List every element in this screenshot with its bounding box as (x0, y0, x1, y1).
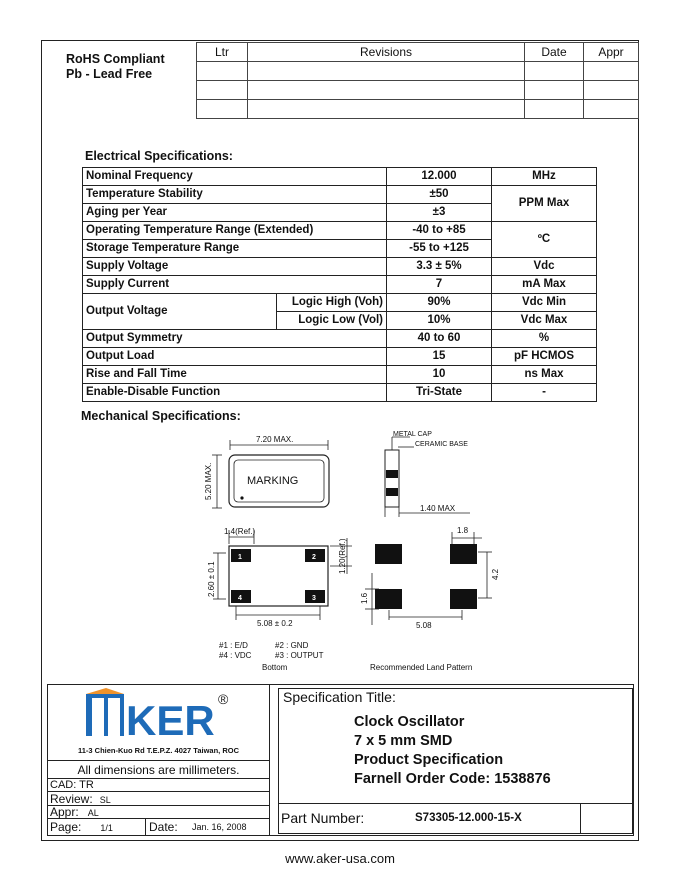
dim-pad-pitch-h: 5.08 ± 0.2 (257, 619, 293, 628)
table-row: Temperature Stability ±50 PPM Max (83, 186, 597, 204)
spec-title-text: Clock Oscillator 7 x 5 mm SMD Product Specification Farnell Order Code: 1538876 (354, 714, 551, 787)
pin-1-label: 1 (238, 554, 242, 561)
table-row: Enable-Disable Function Tri-State - (83, 384, 597, 402)
units-note: All dimensions are millimeters. (47, 760, 270, 779)
pin-note: #1 : E/D (219, 641, 248, 650)
rev-col-date: Date (525, 43, 584, 62)
table-row: Aging per Year ±3 (83, 204, 597, 222)
dim-land-h: 4.2 (491, 568, 500, 580)
rev-col-ltr: Ltr (197, 43, 248, 62)
part-number-box: Part Number: S73305-12.000-15-X (278, 804, 633, 834)
dim-pad-pitch-v: 2.60 ± 0.1 (207, 561, 216, 597)
rev-col-revisions: Revisions (248, 43, 525, 62)
aker-logo (78, 688, 238, 746)
part-number: S73305-12.000-15-X (415, 812, 522, 824)
spec-title-box: Specification Title: Clock Oscillator 7 x 5 mm SMD Product Specification Farnell Order Code: 1538876 (278, 688, 633, 804)
appr-row: Appr: AL (47, 805, 270, 819)
table-row: Supply Current 7 mA Max (83, 276, 597, 294)
dim-pad-height: 1.20(Ref.) (338, 538, 347, 574)
dim-top-width: 7.20 MAX. (256, 435, 294, 444)
table-row: Supply Voltage 3.3 ± 5% Vdc (83, 258, 597, 276)
dim-top-height: 5.20 MAX. (204, 462, 213, 500)
metal-cap-label: METAL CAP (393, 431, 432, 438)
page-row: Page: 1/1 Date: Jan. 16, 2008 (47, 818, 270, 836)
bottom-view-label: Bottom (262, 663, 288, 672)
table-row: Output Voltage Logic High (Voh) 90% Vdc Min (83, 294, 597, 312)
marking-label: MARKING (247, 475, 299, 487)
table-row: Output Symmetry 40 to 60 % (83, 330, 597, 348)
table-row: Nominal Frequency 12.000 MHz (83, 168, 597, 186)
mechanical-title: Mechanical Specifications: (81, 409, 241, 423)
dim-pad-width: 1.4(Ref.) (224, 527, 256, 536)
pin-2-label: 2 (312, 554, 316, 561)
pin-3-label: 3 (312, 595, 316, 602)
logo-registered: ® (218, 691, 229, 707)
footer-url: www.aker-usa.com (285, 851, 395, 866)
company-address: 11-3 Chien-Kuo Rd T.E.P.Z. 4027 Taiwan, ROC (77, 746, 239, 755)
table-row: Rise and Fall Time 10 ns Max (83, 366, 597, 384)
dim-land-pitch: 5.08 (416, 621, 432, 630)
cad-row: CAD: TR (47, 778, 270, 792)
dim-side-height: 1.40 MAX (420, 504, 456, 513)
pin-4-label: 4 (238, 595, 242, 602)
dim-land-pad-h: 1.6 (360, 592, 369, 604)
rev-col-appr: Appr (584, 43, 639, 62)
logo-text: KER (126, 697, 215, 744)
pin-note: #2 : GND (275, 641, 309, 650)
pin-note: #3 : OUTPUT (275, 651, 324, 660)
review-row: Review: SL (47, 791, 270, 806)
table-row: Storage Temperature Range -55 to +125 (83, 240, 597, 258)
table-row: Operating Temperature Range (Extended) -40 to +85 ºC (83, 222, 597, 240)
ceramic-base-label: CERAMIC BASE (415, 441, 468, 448)
dim-land-w: 1.8 (457, 526, 469, 535)
rohs-note: RoHS Compliant Pb - Lead Free (66, 52, 165, 81)
pin-note: #4 : VDC (219, 651, 252, 660)
land-pattern-label: Recommended Land Pattern (370, 663, 473, 672)
table-row: Logic Low (Vol) 10% Vdc Max (83, 312, 597, 330)
electrical-title: Electrical Specifications: (85, 149, 233, 163)
table-row: Output Load 15 pF HCMOS (83, 348, 597, 366)
